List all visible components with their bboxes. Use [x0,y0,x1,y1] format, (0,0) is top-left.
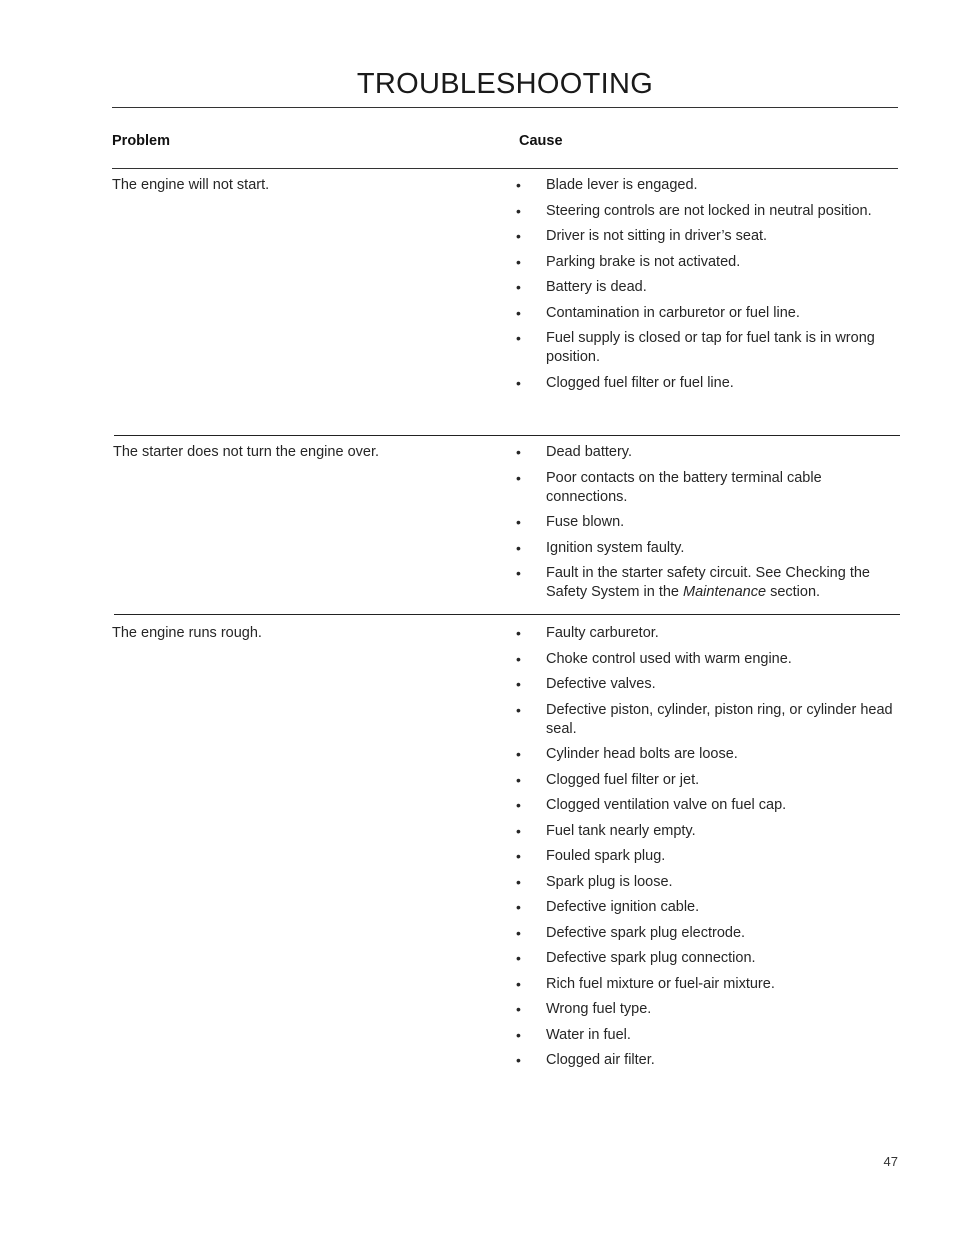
cause-item: • Spark plug is loose. [516,873,673,890]
cause-item: • Water in fuel. [516,1026,631,1043]
cause-item: • Poor contacts on the battery terminal cable connections. [516,469,822,505]
column-header-problem: Problem [112,133,171,149]
cause-item: • Fouled spark plug. [516,848,666,864]
cause-item: • Clogged air filter. [516,1052,655,1068]
cause-item: • Battery is dead. [516,279,647,295]
cause-item: • Clogged fuel filter or fuel line. [516,374,734,391]
cause-item: • Dead battery. [516,444,632,460]
page-number: 47 [883,1154,898,1169]
problem-text: The engine runs rough. [112,625,262,641]
cause-item: • Defective piston, cylinder, piston ring, or cylinder head seal. [516,701,893,737]
cause-list [516,443,900,609]
cause-item: • Defective valves. [516,676,656,692]
cause-item: • Driver is not sitting in driver’s seat. [516,228,768,244]
cause-item: • Faulty carburetor. [516,625,659,641]
cause-item: • Fuel supply is closed or tap for fuel tank is in wrong position. [516,330,875,365]
cause-item: • Blade lever is engaged. [516,177,698,193]
problem-text: The engine will not start. [112,177,270,193]
cause-list [516,176,900,399]
cause-item: • Choke control used with warm engine. [516,650,792,667]
page-title: TROUBLESHOOTING [356,68,654,100]
row-divider [114,435,900,436]
cause-item: • Steering controls are not locked in neutral position. [516,202,872,219]
cause-item: • Cylinder head bolts are loose. [516,746,738,762]
cause-item: • Parking brake is not activated. [516,253,741,270]
problem-text: The starter does not turn the engine over. [113,444,379,460]
cause-item: • Fault in the starter safety circuit. See Checking the Safety System in the Maintenance section. [516,565,870,600]
cause-item: • Fuel tank nearly empty. [516,822,696,839]
cause-item: • Defective spark plug electrode. [516,924,746,941]
cause-item: • Clogged fuel filter or jet. [516,771,700,788]
cause-item: • Defective spark plug connection. [516,950,756,966]
cause-item: • Ignition system faulty. [516,539,685,556]
column-header-cause: Cause [519,133,563,149]
title-divider [112,107,898,108]
cause-item: • Wrong fuel type. [516,1001,652,1017]
section-reference-maintenance: Maintenance [683,584,767,600]
cause-item: • Contamination in carburetor or fuel line. [516,304,800,321]
cause-item: • Defective ignition cable. [516,899,700,915]
cause-item: • Clogged ventilation valve on fuel cap. [516,797,787,813]
row-divider [114,614,900,615]
cause-list [516,624,900,1077]
cause-item: • Rich fuel mixture or fuel-air mixture. [516,975,775,992]
header-divider [112,168,898,169]
cause-item: • Fuse blown. [516,514,625,530]
